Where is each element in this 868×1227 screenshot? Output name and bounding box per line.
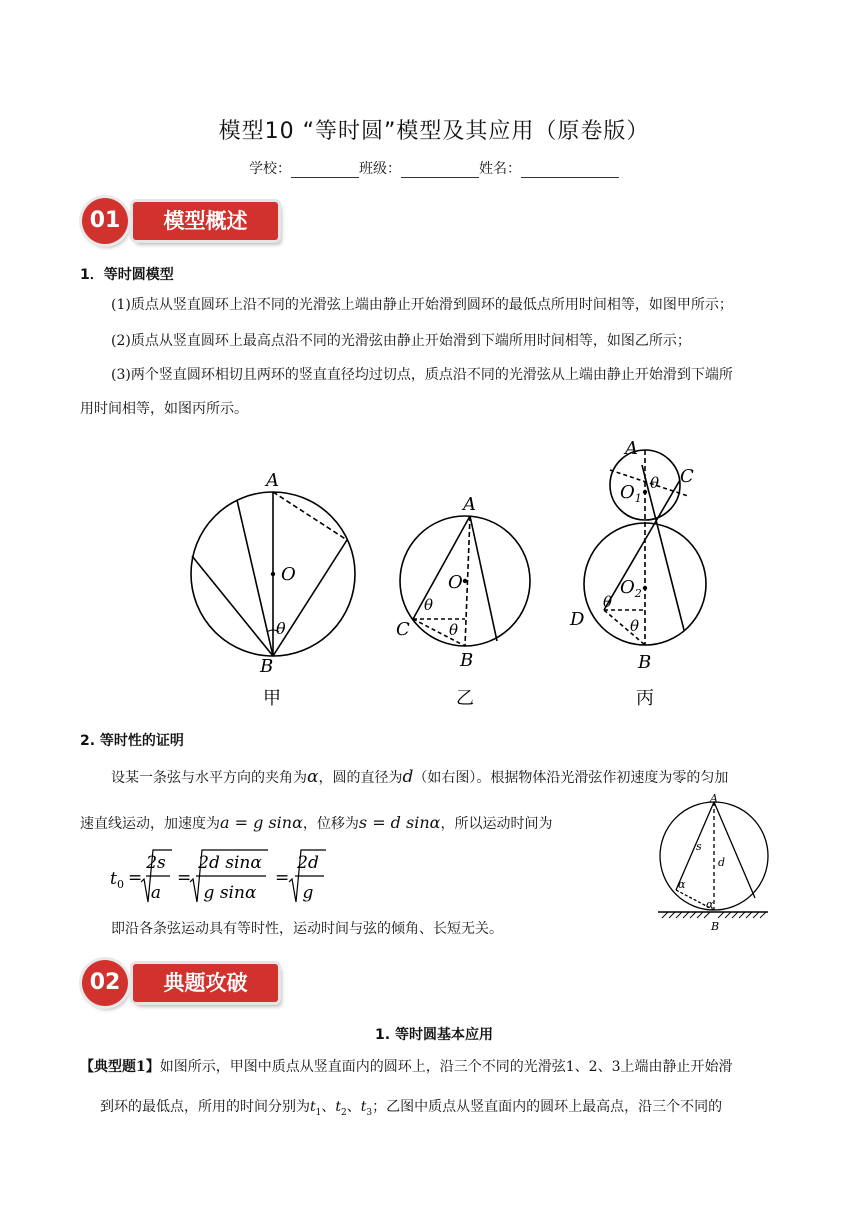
svg-text:α: α — [678, 878, 686, 891]
label-theta-bing-1: θ — [650, 474, 660, 492]
label-A-yi: A — [463, 494, 476, 515]
svg-text:2s: 2s — [146, 853, 166, 873]
model-figures — [0, 430, 868, 720]
svg-text:2d sinα: 2d sinα — [198, 853, 262, 873]
heading-isochronous-model: 1．等时圆模型 — [80, 267, 174, 283]
section-number-badge-2: 02 — [82, 960, 128, 1006]
section-number-badge: 01 — [82, 198, 128, 244]
label-O1-bing: $O_1$ — [620, 482, 642, 505]
school-blank — [291, 163, 359, 178]
svg-text:α: α — [706, 898, 714, 911]
proof-line-1: 设某一条弦与水平方向的夹角为α，圆的直径为d（如右图）。根据物体沿光滑弦作初速度为零的匀加 — [111, 767, 729, 787]
caption-bing: 丙 — [636, 688, 654, 709]
model-item-3-line2: 用时间相等，如图丙所示。 — [80, 401, 248, 417]
caption-jia: 甲 — [263, 688, 281, 709]
section-title: 模型概述 — [133, 202, 278, 240]
svg-text:d: d — [718, 856, 726, 869]
svg-text:=: = — [177, 868, 192, 888]
label-C-yi: C — [396, 619, 410, 640]
label-C-bing: C — [680, 466, 694, 487]
svg-text:A: A — [710, 794, 718, 805]
heading-proof: 2. 等时性的证明 — [80, 733, 184, 749]
caption-yi: 乙 — [456, 688, 474, 709]
name-blank — [521, 163, 619, 178]
subheading-basic-application: 1. 等时圆基本应用 — [375, 1027, 493, 1043]
proof-conclusion: 即沿各条弦运动具有等时性，运动时间与弦的倾角、长短无关。 — [111, 921, 503, 937]
label-theta-yi-2: θ — [449, 621, 459, 639]
label-D-bing: D — [570, 609, 585, 630]
time-formula — [108, 846, 338, 908]
label-theta-bing-2: θ — [603, 593, 613, 611]
name-label: 姓名： — [479, 161, 521, 177]
question-1-line-2: 到环的最低点，所用的时间分别为$t_1$、$t_2$、$t_3$；乙图中质点从竖直面内的圆环上最高点，沿三个不同的 — [100, 1099, 723, 1118]
question-1-line-1: 【典型题1】如图所示，甲图中质点从竖直面内的圆环上，沿三个不同的光滑弦1、2、3上端由静止开始滑 — [80, 1059, 733, 1075]
svg-text:0: 0 — [117, 878, 124, 891]
label-O2-bing: $O_2$ — [620, 577, 642, 600]
section-title-2: 典题攻破 — [133, 964, 278, 1002]
svg-text:g: g — [302, 883, 314, 903]
svg-text:t: t — [110, 869, 117, 889]
label-O-jia: O — [281, 564, 296, 585]
label-A-jia: A — [266, 470, 279, 491]
question-tag: 【典型题1】 — [80, 1059, 160, 1075]
label-B-yi: B — [460, 650, 474, 671]
svg-text:2d: 2d — [297, 853, 319, 873]
svg-text:s: s — [696, 840, 702, 853]
class-label: 班级： — [359, 161, 401, 177]
model-item-2: (2)质点从竖直圆环上最高点沿不同的光滑弦由静止开始滑到下端所用时间相等，如图乙所示； — [111, 333, 691, 349]
svg-text:B: B — [711, 920, 720, 933]
proof-line-2: 速直线运动，加速度为a = g sinα，位移为s = d sinα，所以运动时间为 — [80, 813, 553, 832]
label-B-bing: B — [638, 652, 652, 673]
page-title: 模型10 “等时圆”模型及其应用（原卷版） — [218, 119, 650, 144]
label-O-yi: O — [448, 572, 463, 593]
label-theta-bing-3: θ — [630, 617, 640, 635]
label-theta-yi-1: θ — [424, 596, 434, 614]
class-blank — [401, 163, 479, 178]
svg-text:=: = — [275, 868, 290, 888]
student-info-line — [0, 158, 868, 178]
model-item-1: (1)质点从竖直圆环上沿不同的光滑弦上端由静止开始滑到圆环的最低点所用时间相等，如图甲所示； — [111, 297, 733, 313]
label-theta-jia: θ — [276, 619, 286, 638]
label-A-bing: A — [625, 438, 638, 459]
svg-text:g sinα: g sinα — [203, 883, 257, 903]
svg-text:a: a — [150, 883, 162, 903]
school-label: 学校： — [249, 161, 291, 177]
model-item-3-line1: (3)两个竖直圆环相切且两环的竖直直径均过切点，质点沿不同的光滑弦从上端由静止开始滑到下端所 — [111, 367, 733, 383]
label-B-jia: B — [260, 656, 274, 677]
proof-figure — [648, 794, 778, 936]
svg-text:=: = — [128, 868, 143, 888]
